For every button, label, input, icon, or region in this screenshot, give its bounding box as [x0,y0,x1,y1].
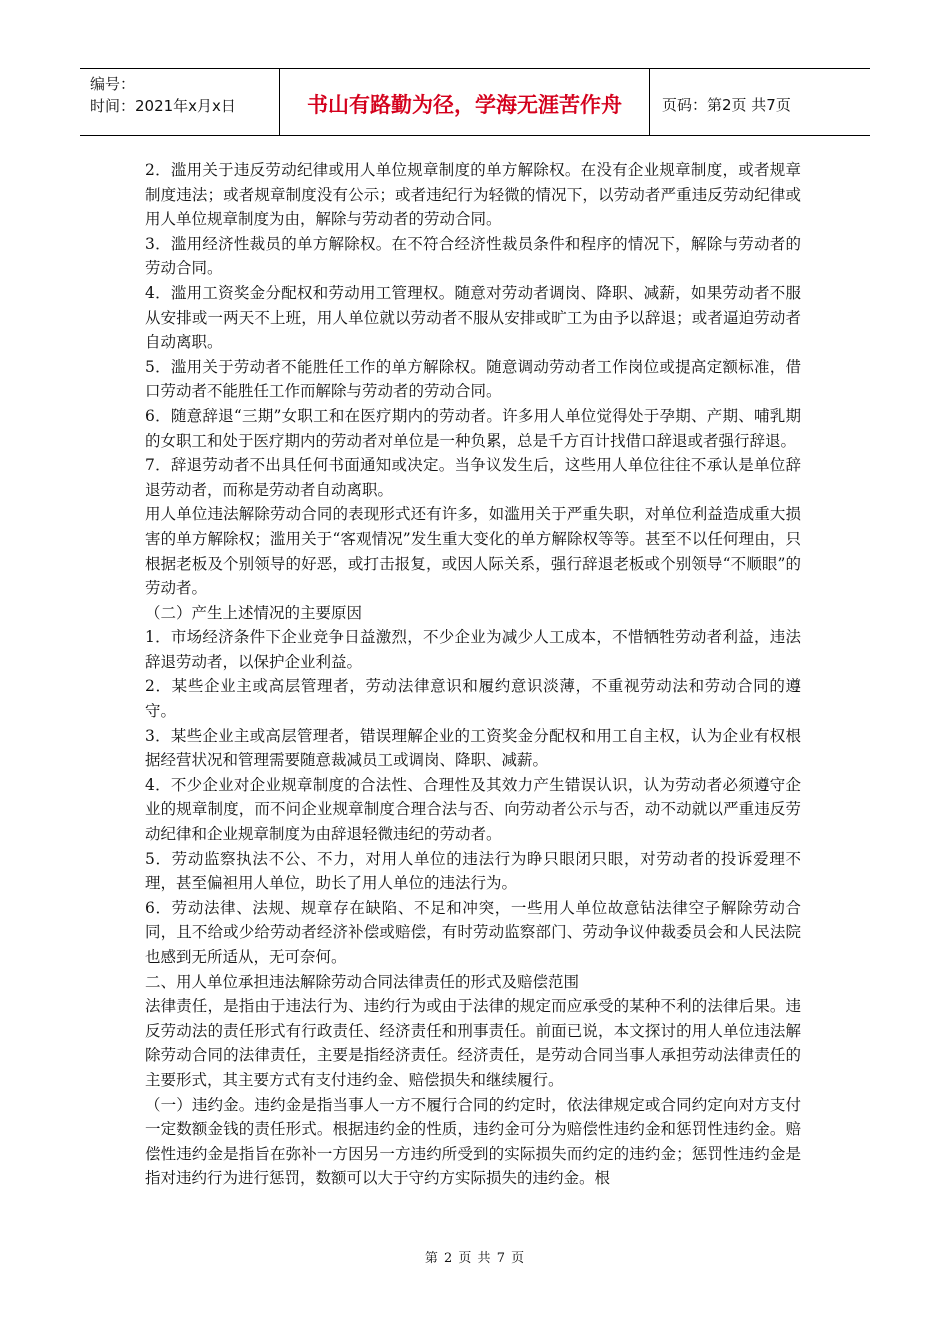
section-heading: （二）产生上述情况的主要原因 [145,603,363,622]
paragraph: 1．市场经济条件下企业竞争日益激烈，不少企业为减少人工成本，不惜牺牲劳动者利益，违法辞退劳动者，以保护企业利益。 [145,628,801,671]
paragraph: （一）违约金。违约金是指当事人一方不履行合同的约定时，依法律规定或合同约定向对方支付一定数额金钱的责任形式。根据违约金的性质，违约金可分为赔偿性违约金和惩罚性违约金。赔偿性违约金是指旨在弥补一方因另一方违约所受到的实际损失而约定的违约金；惩罚性违约金是指对违约行为进行惩罚，数额可以大于守约方实际损失的违约金。根 [145,1095,801,1188]
paragraph: 2．滥用关于违反劳动纪律或用人单位规章制度的单方解除权。在没有企业规章制度，或者规章制度违法；或者规章制度没有公示；或者违纪行为轻微的情况下，以劳动者严重违反劳动纪律或用人单位规章制度为由，解除与劳动者的劳动合同。 [145,161,801,229]
page-header [80,68,870,136]
paragraph: 2．某些企业主或高层管理者，劳动法律意识和履约意识淡薄，不重视劳动法和劳动合同的遵守。 [145,677,801,721]
document-time-label: 时间：2021年x月x日 [90,97,236,115]
paragraph: 5．劳动监察执法不公、不力，对用人单位的违法行为睁只眼闭只眼，对劳动者的投诉爱理不理，甚至偏袒用人单位，助长了用人单位的违法行为。 [145,849,801,893]
paragraph: 3．某些企业主或高层管理者，错误理解企业的工资奖金分配权和用工自主权，认为企业有权根据经营状况和管理需要随意裁减员工或调岗、降职、减薪。 [145,726,801,770]
paragraph: 用人单位违法解除劳动合同的表现形式还有许多，如滥用关于严重失职，对单位利益造成重大损害的单方解除权；滥用关于“客观情况”发生重大变化的单方解除权等等。甚至不以任何理由，只根据老板及个别领导的好恶，或打击报复，或因人际关系，强行辞退老板或个别领导“不顺眼”的劳动者。 [145,505,801,598]
document-number-label: 编号： [90,75,136,93]
paragraph: 5．滥用关于劳动者不能胜任工作的单方解除权。随意调动劳动者工作岗位或提高定额标准，借口劳动者不能胜任工作而解除与劳动者的劳动合同。 [145,357,801,401]
paragraph: 4．不少企业对企业规章制度的合法性、合理性及其效力产生错误认识，认为劳动者必须遵守企业的规章制度，而不问企业规章制度合理合法与否、向劳动者公示与否，动不动就以严重违反劳动纪律和企业规章制度为由辞退轻微违纪的劳动者。 [145,775,801,844]
paragraph: 6．随意辞退“三期”女职工和在医疗期内的劳动者。许多用人单位觉得处于孕期、产期、哺乳期的女职工和处于医疗期内的劳动者对单位是一种负累，总是千方百计找借口辞退或者强行辞退。 [145,406,801,450]
section-heading: 二、用人单位承担违法解除劳动合同法律责任的形式及赔偿范围 [145,972,580,991]
document-body [145,158,801,1191]
paragraph: 7．辞退劳动者不出具任何书面通知或决定。当争议发生后，这些用人单位往往不承认是单位辞退劳动者，而称是劳动者自动离职。 [145,456,801,499]
paragraph: 6．劳动法律、法规、规章存在缺陷、不足和冲突，一些用人单位故意钻法律空子解除劳动合同，且不给或少给劳动者经济补偿或赔偿，有时劳动监察部门、劳动争议仲裁委员会和人民法院也感到无所适从，无可奈何。 [145,898,801,966]
paragraph: 3．滥用经济性裁员的单方解除权。在不符合经济性裁员条件和程序的情况下，解除与劳动者的劳动合同。 [145,234,801,278]
header-meta [80,69,280,135]
header-motto: 书山有路勤为径，学海无涯苦作舟 [280,69,650,135]
page-footer: 第 2 页 共 7 页 [424,1251,526,1266]
paragraph: 法律责任，是指由于违法行为、违约行为或由于法律的规定而应承受的某种不利的法律后果。违反劳动法的责任形式有行政责任、经济责任和刑事责任。前面已说，本文探讨的用人单位违法解除劳动合同的法律责任，主要是指经济责任。经济责任，是劳动合同当事人承担劳动法律责任的主要形式，其主要方式有支付违约金、赔偿损失和继续履行。 [145,997,801,1089]
paragraph: 4．滥用工资奖金分配权和劳动用工管理权。随意对劳动者调岗、降职、减薪，如果劳动者不服从安排或一两天不上班，用人单位就以劳动者不服从安排或旷工为由予以辞退；或者逼迫劳动者自动离职。 [145,283,801,352]
header-page-info: 页码：第2页 共7页 [662,95,791,114]
